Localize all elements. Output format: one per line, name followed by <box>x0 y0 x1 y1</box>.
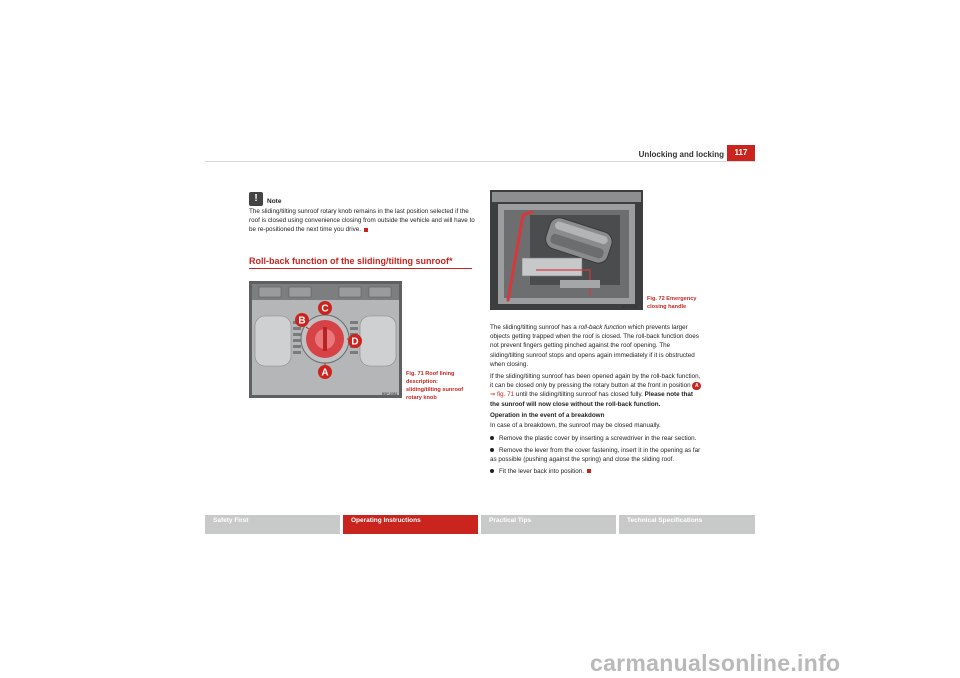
section-rule <box>249 268 472 269</box>
p2-line <box>490 381 730 390</box>
fig71-caption <box>406 370 476 402</box>
note-text <box>249 207 479 235</box>
bullet-text: Remove the lever from the cover fastening, insert it in the opening as far <box>499 447 701 454</box>
note-icon: ! <box>249 192 263 206</box>
p2-text: until the sliding/tilting sunroof has closed fully. <box>514 391 645 399</box>
end-marker <box>364 228 368 232</box>
tab-operating-instructions[interactable]: Operating Instructions <box>343 515 478 534</box>
breakdown-intro: In case of a breakdown, the sunroof may be closed manually. <box>490 422 661 429</box>
bullet-text: Fit the lever back into position. <box>499 468 585 475</box>
p1-line: when closing. <box>490 360 529 368</box>
page-number: 117 <box>727 145 755 161</box>
p1-line: not prevent fingers getting pinched against the roof opening. The <box>490 342 671 350</box>
p1-text: The sliding/tilting sunroof has a <box>490 324 579 331</box>
tab-technical-specifications[interactable]: Technical Specifications <box>619 515 755 534</box>
fig71-image <box>249 281 402 398</box>
fig72-caption-line: Fig. 72 Emergency <box>647 296 697 302</box>
p2-line: If the sliding/tilting sunroof has been opened again by the roll-back function, <box>490 373 701 380</box>
fig71-caption-line: description: <box>406 379 439 385</box>
list-item <box>490 467 591 476</box>
p2-line <box>490 390 730 399</box>
fig72-caption-line: closing handle <box>647 304 687 310</box>
p1-emphasis: roll-back function <box>578 324 627 331</box>
fig72-caption <box>647 295 727 311</box>
list-item-continuation: as possible (pushing against the spring) and close the sliding roof. <box>490 456 675 463</box>
fig71-caption-line: rotary knob <box>406 395 437 401</box>
p2-line-bold: the sunroof will now close without the roll-back function. <box>490 400 661 408</box>
p1-line: objects getting trapped when the roof is closed. The roll-back function does <box>490 333 699 341</box>
bullet-icon <box>490 436 494 440</box>
watermark: carmanualsonline.info <box>590 650 841 676</box>
callout-a-label: A <box>321 367 329 379</box>
bullet-icon <box>490 448 494 452</box>
callout-d-label: D <box>351 336 359 348</box>
breakdown-heading: Operation in the event of a breakdown <box>490 412 605 419</box>
fig72-image <box>490 190 643 310</box>
note-text-body: The sliding/tilting sunroof rotary knob remains in the last position selected if the roof is closed using convenience closing from outside the vehicle and will have to be re-positioned the next time you drive. <box>249 208 475 234</box>
position-a-ref: A <box>692 382 701 390</box>
list-item <box>490 434 696 443</box>
tab-safety-first[interactable]: Safety First <box>205 515 340 534</box>
bullet-icon <box>490 469 494 473</box>
paragraph-rollback <box>490 323 730 369</box>
fig71-caption-line: Fig. 71 Roof lining <box>406 371 455 377</box>
end-marker <box>587 469 591 473</box>
section-heading: Roll-back function of the sliding/tilting sunroof* <box>249 256 453 266</box>
fig72-code: B5P-0138 <box>622 305 638 309</box>
paragraph-closing <box>490 372 730 409</box>
header-rule <box>205 161 755 162</box>
p2-text: it can be closed only by pressing the rotary button at the front in position <box>490 382 691 390</box>
note-label: Note <box>267 198 282 205</box>
callout-c-label: C <box>321 303 329 315</box>
callout-b-label: B <box>298 315 306 327</box>
p1-line <box>490 323 730 332</box>
p1-line: sliding/tilting sunroof stops and opens again immediately if it is obstructed <box>490 351 695 359</box>
p2-bold: Please note that <box>644 391 693 399</box>
tab-practical-tips[interactable]: Practical Tips <box>481 515 616 534</box>
p1-text: which prevents larger <box>626 324 688 331</box>
bullet-text: Remove the plastic cover by inserting a screwdriver in the rear section. <box>499 435 697 442</box>
fig71-link[interactable]: ⇒ fig. 71 <box>490 391 515 399</box>
list-item <box>490 446 700 455</box>
fig71-code: B5P-0081 <box>382 392 398 396</box>
chapter-title: Unlocking and locking <box>638 150 724 159</box>
fig71-caption-line: sliding/tilting sunroof <box>406 387 464 393</box>
